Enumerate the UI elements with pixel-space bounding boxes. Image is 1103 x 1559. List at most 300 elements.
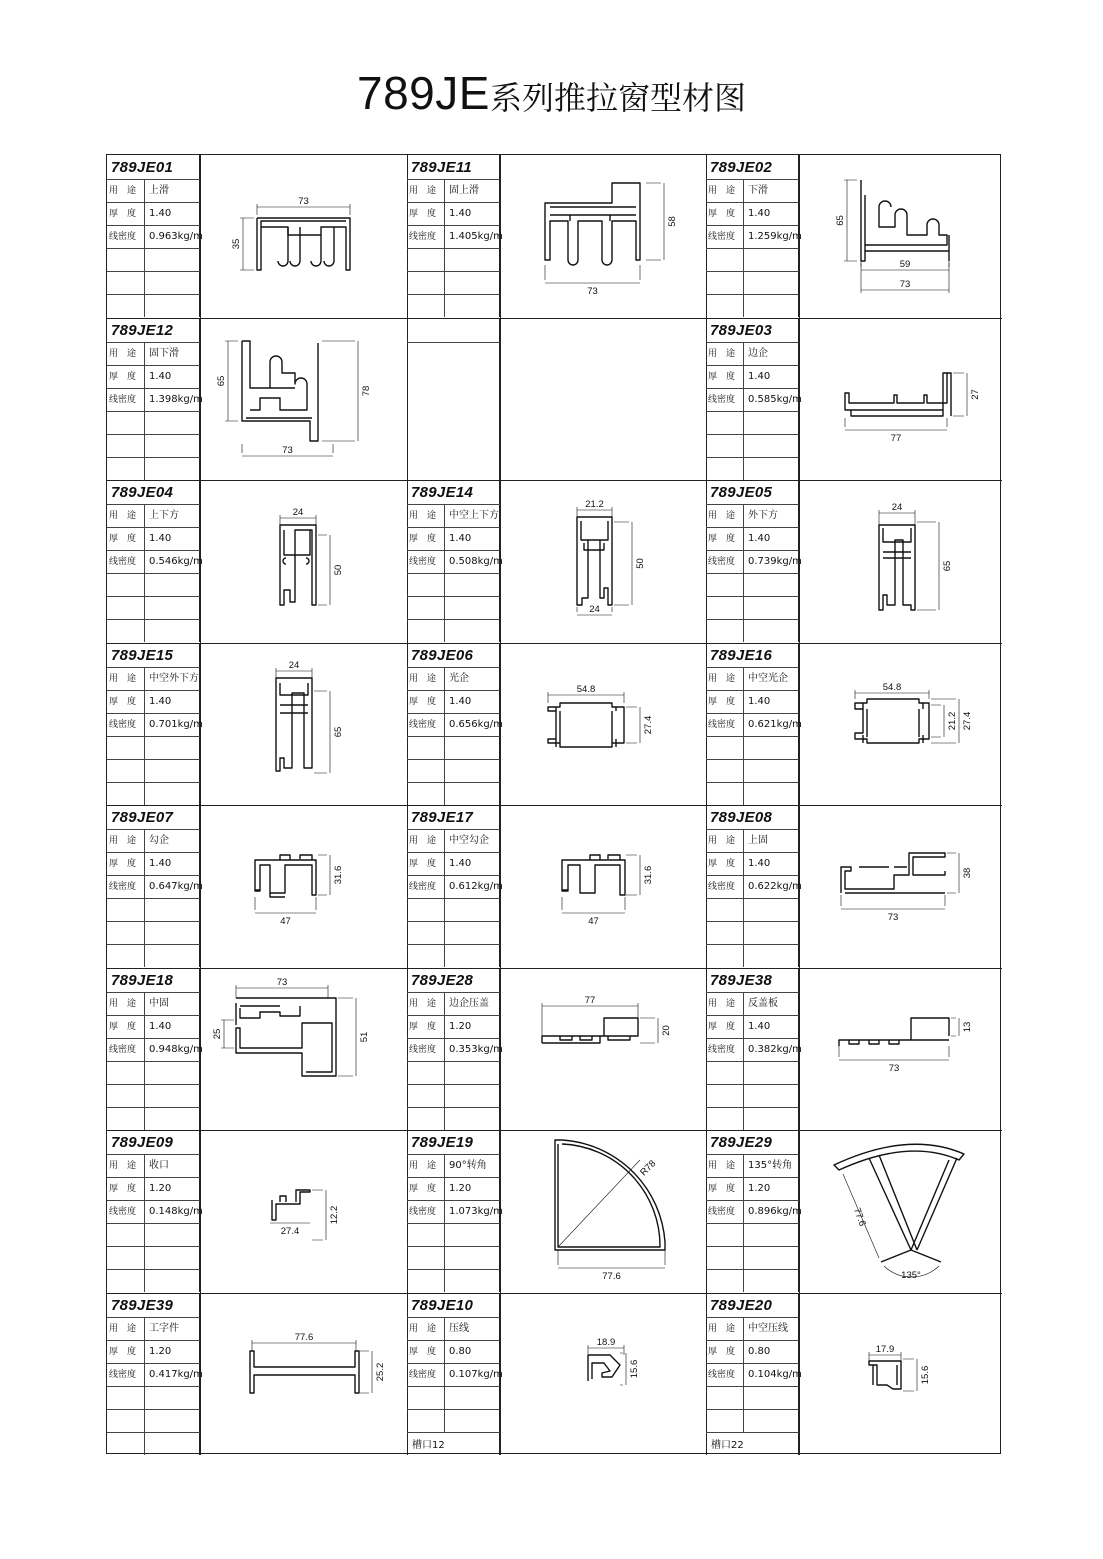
- spec-row-use: [107, 993, 200, 1016]
- spec-row-thickness: [407, 203, 500, 226]
- spec-row-empty: [706, 1270, 799, 1293]
- page-title: [0, 66, 1103, 120]
- spec-row-use: [407, 180, 500, 203]
- spec-value-use: 中空光企: [748, 673, 788, 684]
- profile-outline: [542, 1018, 638, 1043]
- spec-row-empty: [706, 1085, 799, 1108]
- profile-spec-block: [706, 318, 802, 480]
- profile-code: 789JE14: [407, 480, 500, 505]
- spec-label-empty: [107, 783, 145, 805]
- profile-outline: [881, 1250, 941, 1262]
- profile-outline: [545, 183, 640, 265]
- spec-value-thickness: 0.80: [748, 1346, 771, 1357]
- spec-row-thickness: [706, 1178, 799, 1201]
- spec-row-empty: [407, 295, 500, 318]
- spec-label: 厚 度: [706, 1016, 744, 1038]
- dimension-label: 24: [288, 660, 300, 671]
- spec-value-density: 0.896kg/m: [748, 1206, 802, 1217]
- spec-value-density: 0.417kg/m: [149, 1369, 203, 1380]
- spec-row-use: [107, 505, 200, 528]
- spec-value-density: 1.073kg/m: [449, 1206, 503, 1217]
- spec-row-use: [706, 343, 799, 366]
- spec-row-empty: [107, 435, 200, 458]
- spec-row-thickness: [107, 1341, 200, 1364]
- dimension-line: [903, 1359, 917, 1391]
- spec-value-thickness: 1.40: [149, 208, 172, 219]
- dimension-line: [839, 1046, 949, 1060]
- spec-value-thickness: 1.40: [449, 696, 472, 707]
- spec-value-thickness: 1.20: [449, 1021, 472, 1032]
- profile-code: 789JE08: [706, 805, 799, 830]
- profile-spec-block: [407, 155, 503, 317]
- dimension-line: [640, 1018, 658, 1043]
- spec-value-density: 0.508kg/m: [449, 556, 503, 567]
- spec-value-thickness: 1.40: [748, 1021, 771, 1032]
- spec-row-empty: [407, 1410, 500, 1433]
- spec-label: 线密度: [706, 714, 744, 736]
- spec-value-use: 上下方: [149, 510, 179, 521]
- profile-spec-block: [706, 1130, 802, 1292]
- spec-row-density: [407, 876, 503, 899]
- spec-row-density: [706, 1039, 802, 1062]
- profile-code: 789JE20: [706, 1293, 799, 1318]
- spec-row-density: [107, 226, 203, 249]
- spec-row-density: [706, 1364, 802, 1387]
- spec-label-empty: [706, 737, 744, 759]
- dimension-label: 77: [890, 433, 902, 444]
- spec-label: 厚 度: [407, 1178, 445, 1200]
- profile-outline: [242, 341, 318, 441]
- profile-drawing: [500, 155, 706, 317]
- dimension-line: [626, 855, 640, 895]
- profile-code: 789JE39: [107, 1293, 200, 1318]
- spec-row-empty: [706, 1247, 799, 1270]
- spec-row-thickness: [706, 1341, 799, 1364]
- profile-outline: [236, 1003, 300, 1025]
- spec-row-thickness: [706, 853, 799, 876]
- spec-label: 线密度: [407, 1201, 445, 1223]
- profile-spec-block: [107, 1130, 203, 1292]
- spec-value-density: 0.963kg/m: [149, 231, 203, 242]
- spec-row-use: [107, 1155, 200, 1178]
- spec-row-density: [107, 1201, 203, 1224]
- spec-label-empty: [706, 597, 744, 619]
- profile-drawing: [500, 1130, 706, 1292]
- spec-label: 厚 度: [706, 853, 744, 875]
- spec-label-empty: [706, 1270, 744, 1292]
- spec-label: 线密度: [107, 1364, 145, 1386]
- spec-label-empty: [407, 1247, 445, 1269]
- profile-outline: [839, 1018, 949, 1046]
- spec-row-density: [706, 714, 802, 737]
- spec-row-use: [706, 1318, 799, 1341]
- profile-outline: [863, 703, 923, 743]
- profile-outline: [861, 180, 947, 261]
- profile-drawing: [200, 318, 407, 480]
- spec-value-use: 中空上下方: [449, 510, 499, 521]
- spec-label: 用 途: [407, 180, 445, 202]
- spec-label: 厚 度: [407, 203, 445, 225]
- profile-drawing: [799, 480, 1005, 642]
- spec-row-density: [107, 714, 203, 737]
- spec-row-empty: [107, 412, 200, 435]
- spec-label-empty: [706, 922, 744, 944]
- spec-row-empty: [107, 1062, 200, 1085]
- spec-row-empty: [706, 760, 799, 783]
- page-title-code: 789JE: [357, 67, 490, 119]
- dimension-label: 27.4: [643, 715, 654, 735]
- dimension-line: [951, 1018, 959, 1036]
- spec-label-empty: [706, 1085, 744, 1107]
- spec-row-use: [407, 505, 500, 528]
- spec-value-thickness: 1.40: [748, 696, 771, 707]
- dimension-line: [318, 535, 330, 605]
- spec-label-empty: [107, 1062, 145, 1084]
- spec-value-density: 0.612kg/m: [449, 881, 503, 892]
- spec-label-empty: [407, 1224, 445, 1246]
- dimension-line: [558, 1250, 665, 1268]
- spec-row-empty: [107, 1224, 200, 1247]
- spec-row-use: [706, 993, 799, 1016]
- spec-label-empty: [407, 760, 445, 782]
- spec-row-empty: [706, 435, 799, 458]
- spec-row-empty: [107, 295, 200, 318]
- spec-label-empty: [107, 737, 145, 759]
- spec-value-use: 勾企: [149, 835, 169, 846]
- profile-code: 789JE17: [407, 805, 500, 830]
- spec-label: 厚 度: [407, 1016, 445, 1038]
- profile-drawing: [500, 480, 706, 642]
- spec-value-use: 固上滑: [449, 185, 479, 196]
- spec-label-empty: [107, 1387, 145, 1409]
- spec-value-thickness: 1.40: [449, 858, 472, 869]
- spec-label-empty: [407, 922, 445, 944]
- spec-label-empty: [407, 945, 445, 967]
- profile-drawing: [200, 1293, 407, 1455]
- spec-row-density: [706, 1201, 802, 1224]
- spec-label-empty: [706, 412, 744, 434]
- spec-row-thickness: [407, 1016, 500, 1039]
- profile-code: 789JE10: [407, 1293, 500, 1318]
- spec-row-empty: [107, 945, 200, 968]
- spec-row-density: [706, 389, 802, 412]
- spec-row-empty: [107, 597, 200, 620]
- spec-label-empty: [107, 458, 145, 480]
- spec-label-empty: [107, 760, 145, 782]
- spec-row-empty: [407, 597, 500, 620]
- spec-label-empty: [706, 783, 744, 805]
- profile-drawing: [200, 968, 407, 1130]
- spec-row-density: [407, 551, 503, 574]
- spec-row-use: [107, 830, 200, 853]
- spec-label: 线密度: [706, 1201, 744, 1223]
- profile-spec-block: [706, 805, 802, 967]
- spec-label: 厚 度: [107, 853, 145, 875]
- spec-value-density: 0.148kg/m: [149, 1206, 203, 1217]
- spec-value-use: 90°转角: [449, 1160, 487, 1171]
- spec-row-thickness: [107, 528, 200, 551]
- spec-value-density: 0.353kg/m: [449, 1044, 503, 1055]
- spec-label-empty: [107, 1270, 145, 1292]
- profile-spec-block: [107, 1293, 203, 1455]
- spec-value-use: 外下方: [748, 510, 778, 521]
- spec-row-empty: [407, 945, 500, 968]
- profile-outline: [588, 1355, 620, 1379]
- spec-label-empty: [107, 272, 145, 294]
- spec-row-empty: [107, 620, 200, 643]
- spec-value-density: 0.701kg/m: [149, 719, 203, 730]
- dimension-label: 24: [891, 502, 903, 513]
- spec-row-empty: [407, 899, 500, 922]
- profile-drawing: [200, 155, 407, 317]
- spec-row-use: [107, 668, 200, 691]
- spec-label-empty: [107, 1085, 145, 1107]
- spec-value-use: 收口: [149, 1160, 169, 1171]
- spec-row-density: [706, 551, 802, 574]
- spec-row-thickness: [407, 1341, 500, 1364]
- spec-label: 厚 度: [706, 203, 744, 225]
- spec-row-empty: [107, 249, 200, 272]
- spec-value-thickness: 1.20: [149, 1183, 172, 1194]
- dimension-label: 35: [231, 238, 242, 250]
- spec-label: 用 途: [706, 830, 744, 852]
- spec-label-empty: [107, 620, 145, 642]
- spec-label-empty: [706, 1108, 744, 1130]
- spec-label-empty: [107, 1410, 145, 1432]
- spec-value-use: 反盖板: [748, 998, 778, 1009]
- profile-outline: [280, 1196, 286, 1202]
- dimension-label: 25.2: [375, 1362, 386, 1382]
- spec-row-density: [706, 876, 802, 899]
- spec-row-use: [407, 1318, 500, 1341]
- profile-code: 789JE06: [407, 643, 500, 668]
- spec-row-density: [407, 1039, 503, 1062]
- spec-label: 线密度: [407, 714, 445, 736]
- profile-outline: [879, 525, 915, 610]
- spec-row-empty: [407, 1108, 500, 1131]
- profile-drawing: [799, 155, 1005, 317]
- dimension-label: 38: [962, 867, 973, 879]
- profile-drawing: [200, 1130, 407, 1292]
- profile-spec-block: [706, 968, 802, 1130]
- dimension-line: [841, 895, 945, 909]
- spec-label: 用 途: [107, 668, 145, 690]
- profile-spec-block: [107, 318, 203, 480]
- spec-row-empty: [706, 574, 799, 597]
- dimension-label: 77: [584, 995, 596, 1006]
- spec-label: 厚 度: [107, 366, 145, 388]
- profile-drawing: [500, 805, 706, 967]
- profile-code: 789JE03: [706, 318, 799, 343]
- spec-label-empty: [706, 272, 744, 294]
- spec-label: 线密度: [706, 226, 744, 248]
- dimension-label: 24: [292, 507, 304, 518]
- spec-row-use: [107, 180, 200, 203]
- spec-label-empty: [107, 1108, 145, 1130]
- spec-row-empty: [107, 272, 200, 295]
- spec-label: 厚 度: [407, 853, 445, 875]
- spec-label: 用 途: [706, 993, 744, 1015]
- spec-label: 用 途: [107, 993, 145, 1015]
- profile-outline: [556, 707, 616, 747]
- spec-label-empty: [706, 1224, 744, 1246]
- spec-row-empty: [107, 1387, 200, 1410]
- spec-value-thickness: 0.80: [449, 1346, 472, 1357]
- spec-row-empty: [706, 412, 799, 435]
- profile-drawing: [799, 1293, 1005, 1455]
- spec-row-empty: [706, 458, 799, 481]
- profile-code: [407, 318, 500, 343]
- spec-label: 线密度: [407, 1039, 445, 1061]
- spec-value-density: 0.621kg/m: [748, 719, 802, 730]
- spec-label: 厚 度: [107, 1341, 145, 1363]
- dimension-label: 31.6: [643, 865, 654, 885]
- spec-label: 用 途: [407, 668, 445, 690]
- profile-code: 789JE18: [107, 968, 200, 993]
- spec-label: 线密度: [107, 389, 145, 411]
- spec-value-density: 0.739kg/m: [748, 556, 802, 567]
- dimension-line: [545, 265, 640, 283]
- profile-code: 789JE01: [107, 155, 200, 180]
- profile-spec-block: [407, 968, 503, 1130]
- spec-label-empty: [107, 922, 145, 944]
- spec-value-density: 0.656kg/m: [449, 719, 503, 730]
- spec-label: 厚 度: [706, 1178, 744, 1200]
- profile-drawing: [500, 643, 706, 805]
- profile-outline: [834, 1144, 964, 1250]
- spec-row-thickness: [706, 366, 799, 389]
- spec-label: 线密度: [407, 551, 445, 573]
- slot-note: 槽口12: [412, 1440, 445, 1451]
- spec-row-density: [107, 1364, 203, 1387]
- spec-row-thickness: [706, 691, 799, 714]
- dimension-line: [314, 691, 330, 773]
- profile-drawing: [799, 643, 1005, 805]
- spec-label-empty: [107, 435, 145, 457]
- spec-value-use: 中空外下方: [149, 673, 199, 684]
- spec-value-thickness: 1.40: [449, 533, 472, 544]
- spec-row-empty: [107, 1108, 200, 1131]
- spec-label: 线密度: [706, 389, 744, 411]
- spec-row-empty: [107, 1410, 200, 1433]
- spec-row-empty: [107, 737, 200, 760]
- page-title-text: 系列推拉窗型材图: [489, 79, 746, 117]
- spec-label: 用 途: [407, 505, 445, 527]
- spec-row-empty: [706, 945, 799, 968]
- dimension-label: 73: [887, 912, 899, 923]
- spec-label: 线密度: [107, 714, 145, 736]
- profile-outline: [280, 525, 316, 605]
- spec-value-density: 1.259kg/m: [748, 231, 802, 242]
- spec-value-use: 工字件: [149, 1323, 179, 1334]
- dimension-label: 21.2: [585, 499, 604, 510]
- spec-label: 线密度: [107, 1039, 145, 1061]
- spec-value-thickness: 1.40: [149, 1021, 172, 1032]
- profile-outline: [257, 218, 350, 270]
- dimension-line: [614, 522, 632, 605]
- spec-label-empty: [107, 1247, 145, 1269]
- spec-label-empty: [706, 574, 744, 596]
- dimension-line: [917, 522, 939, 610]
- dimension-label: 13: [962, 1021, 973, 1033]
- dimension-line: [931, 705, 944, 737]
- profile-code: 789JE16: [706, 643, 799, 668]
- spec-row-empty: [407, 1433, 500, 1456]
- profile-outline: [236, 998, 336, 1076]
- spec-row-empty: [407, 737, 500, 760]
- dimension-label: 15.6: [629, 1359, 640, 1379]
- slot-note: 槽口22: [711, 1440, 744, 1451]
- dimension-label: 77.6: [602, 1271, 621, 1282]
- spec-label: 厚 度: [407, 1341, 445, 1363]
- dimension-line: [542, 1003, 638, 1038]
- dimension-label: 27.4: [962, 711, 973, 731]
- spec-value-thickness: 1.40: [748, 858, 771, 869]
- spec-label-empty: [107, 574, 145, 596]
- spec-row-empty: [107, 458, 200, 481]
- spec-row-empty: [407, 1247, 500, 1270]
- spec-value-density: 0.622kg/m: [748, 881, 802, 892]
- spec-row-density: [407, 226, 503, 249]
- profile-spec-block: [107, 968, 203, 1130]
- spec-value-density: 0.647kg/m: [149, 881, 203, 892]
- spec-row-use: [107, 343, 200, 366]
- spec-label: 线密度: [107, 551, 145, 573]
- profile-spec-block: [107, 155, 203, 317]
- spec-label-empty: [107, 295, 145, 317]
- profile-outline: [855, 699, 929, 743]
- spec-row-thickness: [107, 203, 200, 226]
- spec-label: 厚 度: [107, 528, 145, 550]
- spec-row-thickness: [107, 691, 200, 714]
- dimension-label: 12.2: [329, 1205, 340, 1225]
- spec-label-empty: [706, 760, 744, 782]
- profile-table: [106, 154, 1001, 1454]
- dimension-label: 31.6: [333, 865, 344, 885]
- spec-label-empty: [407, 783, 445, 805]
- spec-row-empty: [407, 1085, 500, 1108]
- spec-value-thickness: 1.20: [449, 1183, 472, 1194]
- spec-value-thickness: 1.20: [748, 1183, 771, 1194]
- dimension-label: 54.8: [882, 682, 902, 693]
- dimension-label: 73: [888, 1063, 900, 1074]
- profile-spec-block: [407, 805, 503, 967]
- profile-code: 789JE05: [706, 480, 799, 505]
- spec-row-thickness: [706, 528, 799, 551]
- profile-drawing: [799, 318, 1005, 480]
- spec-label: 用 途: [107, 1318, 145, 1340]
- dimension-label: 77.6: [294, 1332, 314, 1343]
- spec-row-empty: [706, 597, 799, 620]
- dimension-line: [626, 707, 640, 743]
- profile-outline: [869, 1361, 901, 1389]
- spec-value-density: 0.382kg/m: [748, 1044, 802, 1055]
- spec-label: 用 途: [107, 505, 145, 527]
- dimension-label: 73: [276, 977, 288, 988]
- spec-label-empty: [107, 1433, 145, 1455]
- dimension-label: 20: [661, 1025, 672, 1036]
- spec-row-empty: [706, 737, 799, 760]
- spec-label: 线密度: [706, 1364, 744, 1386]
- spec-label-empty: [706, 1062, 744, 1084]
- spec-label-empty: [706, 1247, 744, 1269]
- spec-label: 用 途: [706, 505, 744, 527]
- spec-row-empty: [407, 1224, 500, 1247]
- spec-row-empty: [407, 1270, 500, 1293]
- spec-row-use: [706, 668, 799, 691]
- dimension-line: [620, 1353, 626, 1385]
- dimension-label: 24: [589, 604, 600, 615]
